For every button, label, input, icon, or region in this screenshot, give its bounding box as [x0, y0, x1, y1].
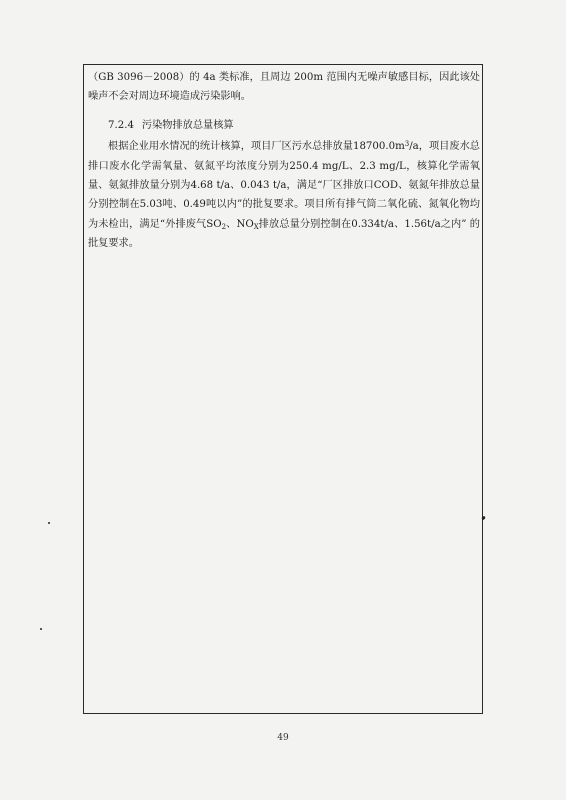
- document-body: [88, 68, 480, 254]
- scan-speck: [40, 628, 42, 630]
- superscript: 3: [404, 140, 410, 149]
- paragraph-noise-conclusion: （GB 3096－2008）的 4a 类标准，且周边 200m 范围内无噪声敏感目标，因此该处噪声不会对周边环境造成污染影响。: [88, 72, 480, 103]
- section-number: 7.2.4: [108, 119, 134, 131]
- subscript: X: [253, 222, 259, 231]
- section-title: 污染物排放总量核算: [141, 119, 234, 131]
- section-heading: [108, 116, 480, 135]
- text-run: 根据企业用水情况的统计核算，项目厂区污水总排放量18700.0m: [108, 141, 405, 153]
- scan-speck: [48, 522, 50, 524]
- scan-speck: [481, 516, 486, 521]
- text-run: /a，项目废水总排口废水化学需氧量、氨氮平均浓度分别为250.4 mg/L、2.3 mg/L，核算化学需氧量、氨氮排放量分别为4.68 t/a、0.043 t/a，满足“厂区排放口COD、氨氮年排放总量分别控制在5.03吨、0.49吨以内”的批复要求。项目所有排气筒二氧化硫、氮氧化物均为未检出，满足“外排废气SO: [88, 141, 480, 230]
- page-number: 49: [277, 733, 289, 743]
- paragraph-total-emissions: [88, 137, 480, 253]
- text-run: 排放总量分别控制在0.334t/a、1.56t/a之内” 的批复要求。: [88, 218, 480, 250]
- subscript: 2: [221, 222, 227, 231]
- text-run: 、NO: [226, 218, 254, 230]
